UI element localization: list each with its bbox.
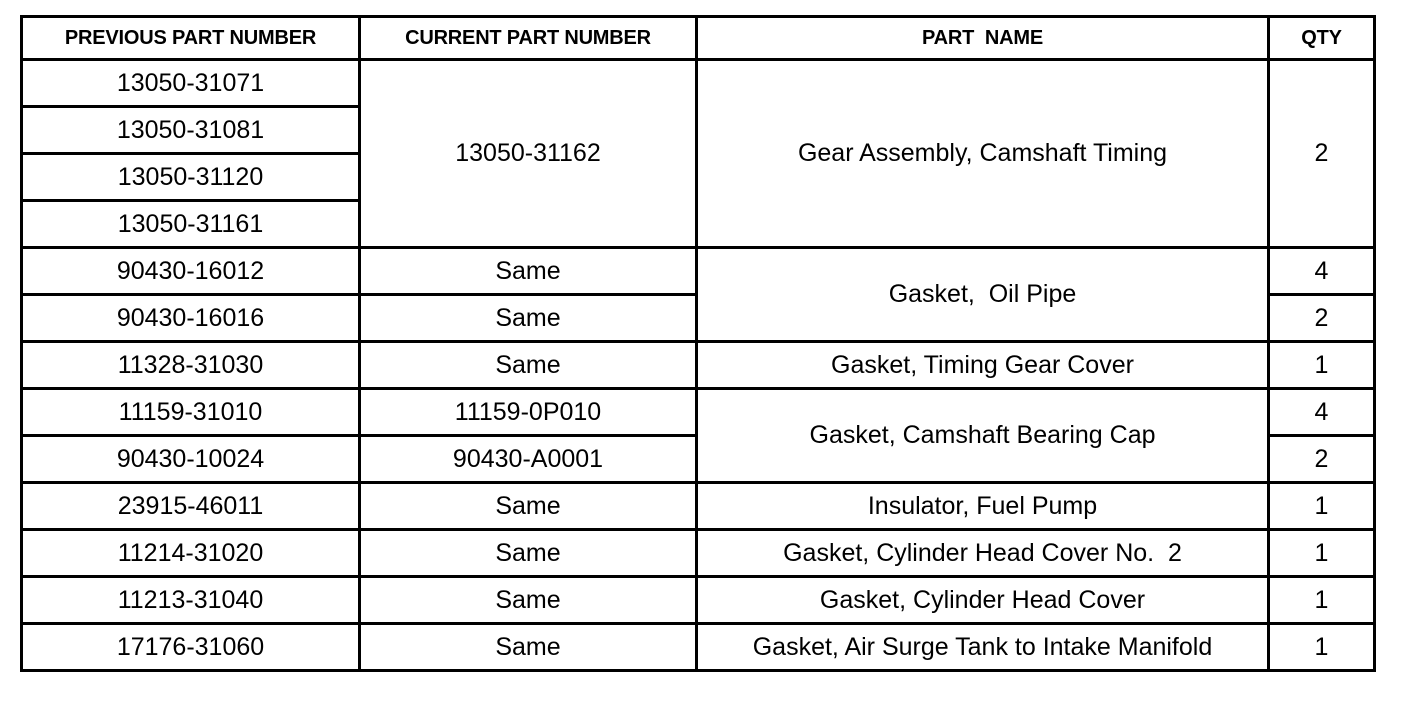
previous-part-number: 11214-31020 <box>22 530 360 577</box>
qty: 4 <box>1269 389 1375 436</box>
qty: 4 <box>1269 248 1375 295</box>
previous-part-number: 11213-31040 <box>22 577 360 624</box>
part-name: Gasket, Timing Gear Cover <box>697 342 1269 389</box>
current-part-number: Same <box>360 295 697 342</box>
current-part-number: 13050-31162 <box>360 60 697 248</box>
current-part-number: Same <box>360 530 697 577</box>
previous-part-number: 90430-10024 <box>22 436 360 483</box>
previous-part-number: 90430-16012 <box>22 248 360 295</box>
table-row <box>22 530 1375 577</box>
parts-table <box>20 15 1376 672</box>
table-row <box>22 60 1375 107</box>
previous-part-number: 11328-31030 <box>22 342 360 389</box>
qty: 1 <box>1269 530 1375 577</box>
part-name: Insulator, Fuel Pump <box>697 483 1269 530</box>
qty: 1 <box>1269 342 1375 389</box>
qty: 1 <box>1269 577 1375 624</box>
previous-part-number: 13050-31161 <box>22 201 360 248</box>
current-part-number: Same <box>360 342 697 389</box>
qty: 2 <box>1269 295 1375 342</box>
table-row <box>22 483 1375 530</box>
qty: 1 <box>1269 624 1375 671</box>
current-part-number: 90430-A0001 <box>360 436 697 483</box>
header-part-name: PART NAME <box>697 17 1269 60</box>
previous-part-number: 13050-31071 <box>22 60 360 107</box>
part-name: Gasket, Camshaft Bearing Cap <box>697 389 1269 483</box>
current-part-number: Same <box>360 577 697 624</box>
header-previous-part-number: PREVIOUS PART NUMBER <box>22 17 360 60</box>
current-part-number: 11159-0P010 <box>360 389 697 436</box>
current-part-number: Same <box>360 248 697 295</box>
header-row <box>22 17 1375 60</box>
qty: 1 <box>1269 483 1375 530</box>
table-row <box>22 577 1375 624</box>
qty: 2 <box>1269 60 1375 248</box>
part-name: Gasket, Cylinder Head Cover <box>697 577 1269 624</box>
part-name: Gasket, Oil Pipe <box>697 248 1269 342</box>
previous-part-number: 13050-31120 <box>22 154 360 201</box>
part-name: Gasket, Cylinder Head Cover No. 2 <box>697 530 1269 577</box>
current-part-number: Same <box>360 483 697 530</box>
header-current-part-number: CURRENT PART NUMBER <box>360 17 697 60</box>
part-name: Gear Assembly, Camshaft Timing <box>697 60 1269 248</box>
previous-part-number: 13050-31081 <box>22 107 360 154</box>
table-row <box>22 248 1375 295</box>
previous-part-number: 90430-16016 <box>22 295 360 342</box>
previous-part-number: 17176-31060 <box>22 624 360 671</box>
previous-part-number: 23915-46011 <box>22 483 360 530</box>
part-name: Gasket, Air Surge Tank to Intake Manifold <box>697 624 1269 671</box>
table-row <box>22 624 1375 671</box>
qty: 2 <box>1269 436 1375 483</box>
table-row <box>22 389 1375 436</box>
header-qty: QTY <box>1269 17 1375 60</box>
table-row <box>22 342 1375 389</box>
previous-part-number: 11159-31010 <box>22 389 360 436</box>
current-part-number: Same <box>360 624 697 671</box>
